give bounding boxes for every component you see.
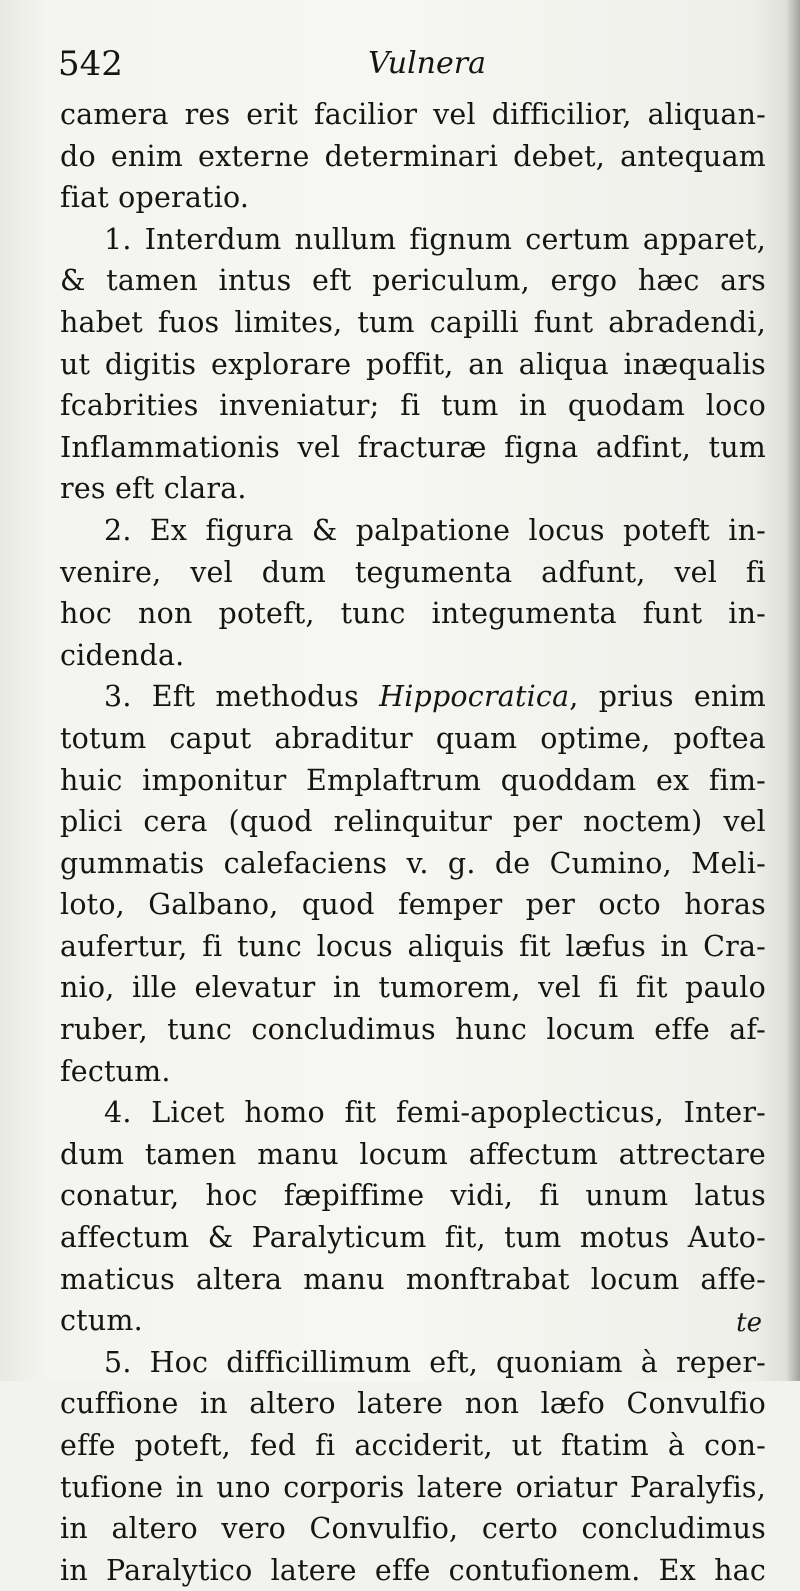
text-line: ctum. — [60, 1304, 143, 1338]
text-line: hoc non poteft, tunc integumenta funt in- — [60, 597, 766, 631]
text-line: habet fuos limites, tum capilli funt abradendi, — [60, 305, 766, 339]
italic-word: Hippocratica — [379, 680, 570, 714]
text-line: fcabrities inveniatur; fi tum in quodam loco — [60, 389, 766, 423]
text-line: 2. Ex figura & palpatione locus poteft in- — [104, 513, 766, 547]
text-line: fiat operatio. — [60, 181, 250, 215]
text-line: nio, ille elevatur in tumorem, vel fi fit paulo — [60, 971, 766, 1005]
text-line: res eft clara. — [60, 472, 247, 506]
text-line: 1. Interdum nullum fignum certum apparet, — [104, 222, 766, 256]
text-line: huic imponitur Emplaftrum quoddam ex fim- — [60, 763, 766, 797]
text-line: 4. Licet homo fit femi-apoplecticus, Inter- — [104, 1096, 766, 1130]
page-edge-shadow — [786, 0, 800, 1381]
text-line: cidenda. — [60, 638, 185, 672]
text-line: cuffione in altero latere non læfo Convulfio — [60, 1387, 766, 1421]
body-text — [60, 94, 766, 1591]
text-line: in Paralytico latere effe contufionem. Ex hac — [60, 1553, 766, 1587]
text-line: venire, vel dum tegumenta adfunt, vel fi — [60, 555, 766, 589]
text-line: camera res erit facilior vel difficilior, aliquan- — [60, 98, 766, 131]
text-line: ut digitis explorare poffit, an aliqua inæqualis — [60, 347, 766, 381]
text-line: effe poteft, fed fi acciderit, ut ftatim à con- — [60, 1429, 766, 1462]
text-line: & tamen intus eft periculum, ergo hæc ars — [60, 264, 766, 298]
text-line: dum tamen manu locum affectum attrectare — [60, 1137, 766, 1171]
text-line: totum caput abraditur quam optime, poftea — [60, 721, 766, 755]
text-line: loto, Galbano, quod femper per octo horas — [60, 888, 766, 922]
running-title: Vulnera — [368, 46, 486, 81]
text-line: aufertur, fi tunc locus aliquis fit læfus in Cra- — [60, 929, 766, 963]
catchword: te — [736, 1308, 762, 1338]
running-head — [58, 44, 758, 94]
text-line: plici cera (quod relinquitur per noctem) vel — [60, 805, 766, 839]
text-line: ruber, tunc concludimus hunc locum effe af- — [60, 1013, 766, 1047]
text-line: in altero vero Convulfio, certo concludimus — [60, 1512, 766, 1546]
text-line: tufione in uno corporis latere oriatur Paralyfis, — [60, 1470, 766, 1504]
text-line: do enim externe determinari debet, antequam — [60, 139, 766, 173]
text-line: 5. Hoc difficillimum eft, quoniam à reper- — [104, 1345, 766, 1379]
text-line: gummatis calefaciens v. g. de Cumino, Meli- — [60, 846, 766, 880]
text-line: affectum & Paralyticum fit, tum motus Auto- — [60, 1221, 766, 1255]
text-line: fectum. — [60, 1054, 171, 1088]
text-line: maticus altera manu monftrabat locum affe- — [60, 1262, 766, 1296]
text-line: Inflammationis vel fracturæ figna adfint, tum — [60, 430, 766, 464]
page-number: 542 — [58, 44, 123, 84]
text-line: conatur, hoc fæpiffime vidi, fi unum latus — [60, 1179, 766, 1213]
text-line: 3. Eft methodus Hippocratica, prius enim — [104, 680, 766, 714]
